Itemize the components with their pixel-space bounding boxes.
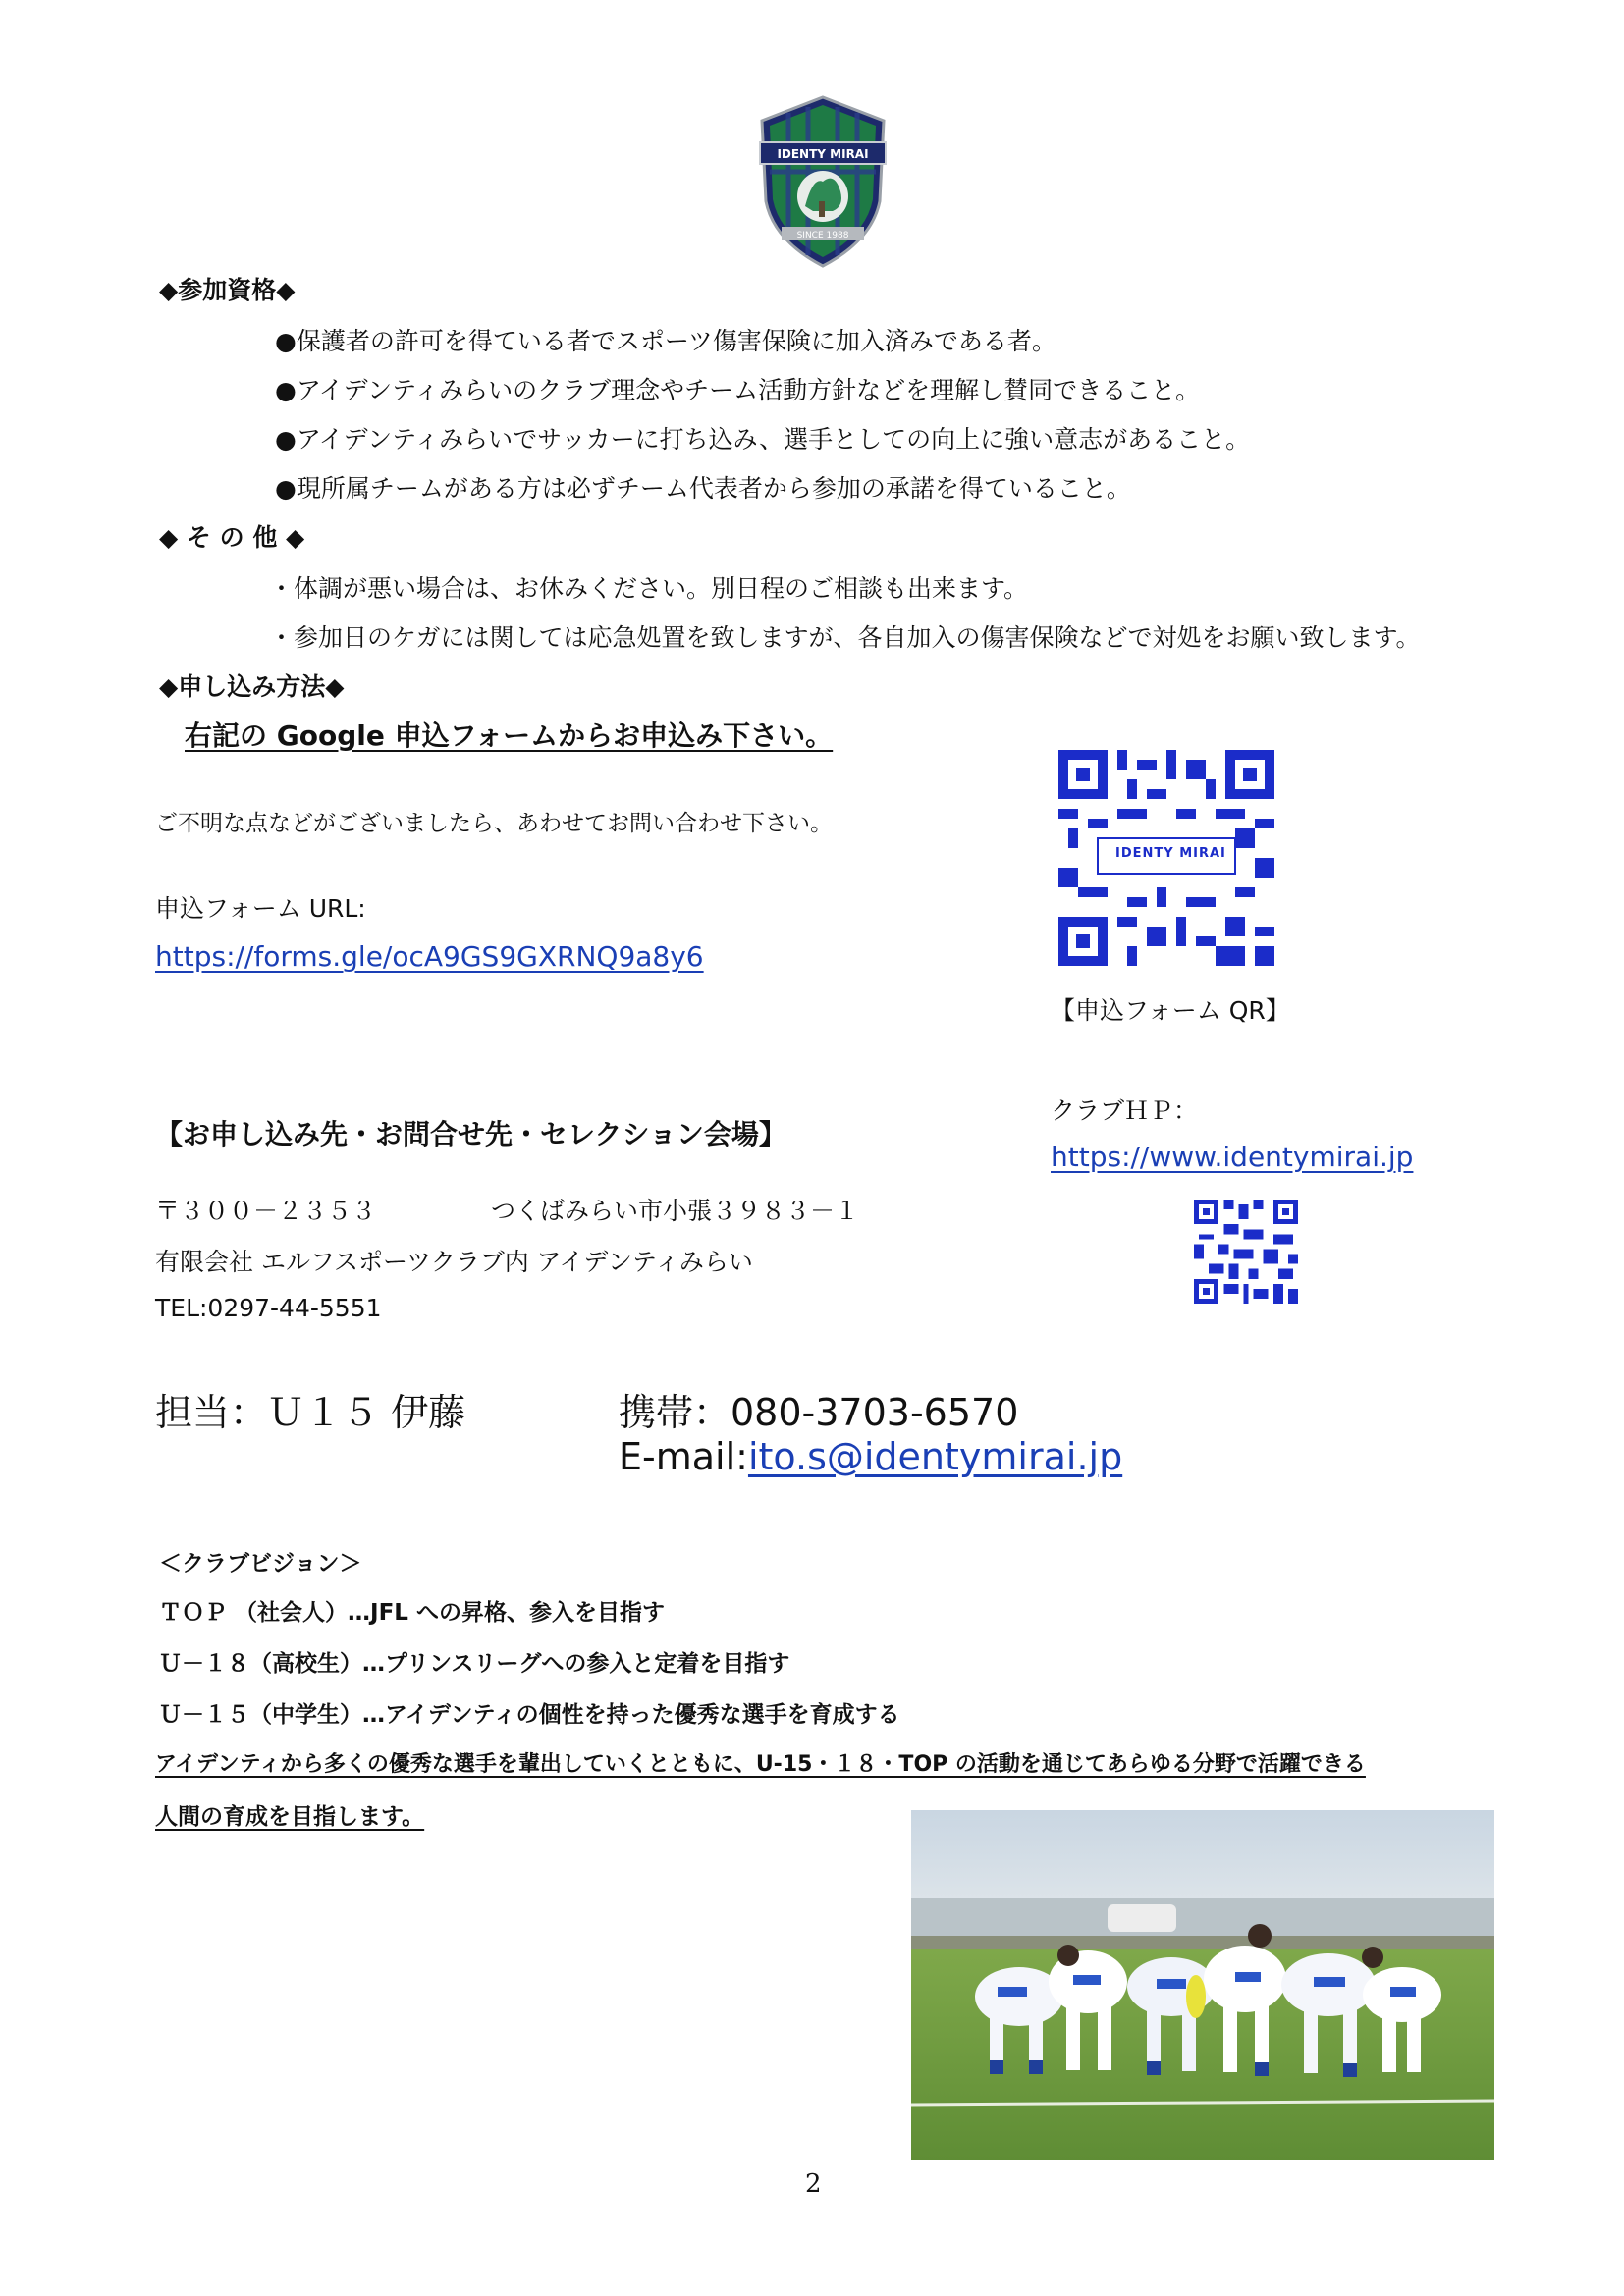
vision-statement: 人間の育成を目指します。 (155, 1804, 425, 1830)
club-hp-qr-code[interactable] (1194, 1200, 1298, 1304)
venue-address: つくばみらい市小張３９８３－１ (491, 1197, 860, 1225)
vision-line: Ｕ－１８（高校生）…プリンスリーグへの参入と定着を目指す (159, 1651, 790, 1677)
eligibility-item: ●アイデンティみらいでサッカーに打ち込み、選手としての向上に強い意志があること。 (275, 425, 1251, 454)
vision-line: Ｕ－１５（中学生）…アイデンティの個性を持った優秀な選手を育成する (159, 1702, 900, 1728)
club-hp-label: クラブＨＰ： (1051, 1096, 1199, 1125)
qr-center-label: IDENTY MIRAI (1115, 846, 1226, 861)
apply-instruction: 右記の Google 申込フォームからお申込み下さい。 (185, 720, 834, 752)
form-url-label: 申込フォーム URL: (155, 894, 366, 923)
vision-heading: ＜クラブビジョン＞ (159, 1551, 362, 1576)
crest-icon (754, 93, 892, 270)
club-crest-logo (754, 93, 892, 270)
venue-postal: 〒３００－２３５３ (155, 1197, 377, 1225)
eligibility-item: ●アイデンティみらいのクラブ理念やチーム活動方針などを理解し賛同できること。 (275, 376, 1201, 404)
team-huddle-photo (911, 1810, 1494, 2160)
page-number: 2 (805, 2169, 822, 2199)
contact-person: 担当：Ｕ１５ 伊藤 (155, 1391, 466, 1434)
form-url-link[interactable]: https://forms.gle/ocA9GS9GXRNQ9a8y6 (155, 940, 704, 973)
form-qr-caption: 【申込フォーム QR】 (1051, 996, 1290, 1025)
email-link[interactable]: ito.s@identymirai.jp (747, 1435, 1123, 1478)
contact-mobile: 携帯：080-3703-6570 (619, 1391, 1019, 1434)
vision-statement: アイデンティから多くの優秀な選手を輩出していくとともに、U-15・１８・TOP の活動を通じてあらゆる分野で活躍できる (155, 1752, 1366, 1777)
venue-tel: TEL:0297-44-5551 (155, 1294, 382, 1322)
vision-line: ＴＯＰ （社会人）…JFL への昇格、参入を目指す (159, 1600, 665, 1626)
svg-text:IDENTY MIRAI: IDENTY MIRAI (777, 147, 869, 161)
form-qr-code[interactable] (1058, 750, 1274, 966)
venue-heading: 【お申し込み先・お問合せ先・セレクション会場】 (155, 1118, 786, 1150)
eligibility-item: ●保護者の許可を得ている者でスポーツ傷害保険に加入済みである者。 (275, 327, 1056, 355)
apply-heading: ◆申し込み方法◆ (159, 672, 345, 701)
contact-note: ご不明な点などがございましたら、あわせてお問い合わせ下さい。 (155, 811, 833, 836)
email-label: E-mail: (619, 1435, 748, 1478)
qr-code-icon (1194, 1200, 1298, 1304)
eligibility-heading: ◆参加資格◆ (159, 276, 296, 304)
other-heading: ◆ そ の 他 ◆ (159, 523, 305, 552)
eligibility-item: ●現所属チームがある方は必ずチーム代表者から参加の承諾を得ていること。 (275, 474, 1131, 503)
venue-company: 有限会社 エルフスポーツクラブ内 アイデンティみらい (155, 1248, 753, 1276)
other-item: ・参加日のケガには関しては応急処置を致しますが、各自加入の傷害保険などで対処をお願い致します。 (269, 623, 1421, 652)
svg-text:SINCE 1988: SINCE 1988 (796, 231, 849, 240)
club-hp-link[interactable]: https://www.identymirai.jp (1051, 1141, 1414, 1173)
other-item: ・体調が悪い場合は、お休みください。別日程のご相談も出来ます。 (269, 574, 1029, 603)
